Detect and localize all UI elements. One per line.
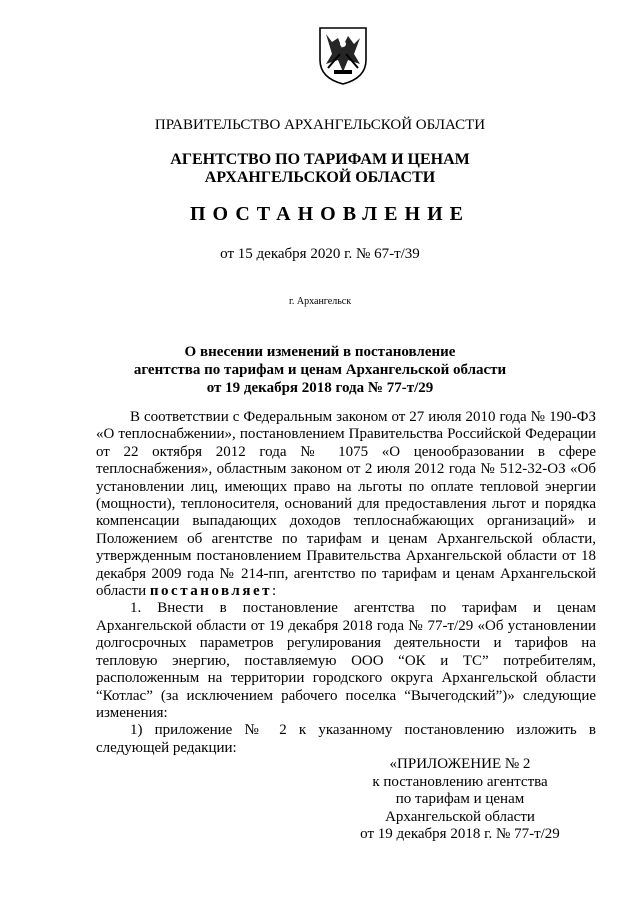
agency-name: [0, 151, 640, 187]
appendix-line3: по тарифам и ценам: [395, 791, 525, 808]
agency-name-line1: АГЕНТСТВО ПО ТАРИФАМ И ЦЕНАМ: [170, 151, 470, 168]
document-subject: [0, 343, 640, 397]
coat-of-arms-icon: [314, 24, 372, 86]
city: г. Архангельск: [288, 296, 352, 307]
resolves-word: постановляет: [149, 583, 272, 600]
subject-line3: от 19 декабря 2018 года № 77-т/29: [206, 380, 434, 396]
document-body: [96, 409, 596, 757]
government-name: ПРАВИТЕЛЬСТВО АРХАНГЕЛЬСКОЙ ОБЛАСТИ: [154, 117, 486, 133]
date-number: от 15 декабря 2020 г. № 67-т/39: [220, 246, 420, 262]
agency-name-line2: АРХАНГЕЛЬСКОЙ ОБЛАСТИ: [204, 169, 436, 186]
preamble-paragraph: [96, 409, 596, 600]
subject-line2: агентства по тарифам и ценам Архангельской области: [133, 362, 507, 378]
preamble-end: :: [272, 583, 277, 600]
appendix-line4: Архангельской области: [385, 808, 535, 825]
item-1-paragraph: 1. Внести в постановление агентства по тарифам и ценам Архангельской области от 19 декабря 2018 года № 77-т/29 «Об установлении долгосрочных параметров регулирования деятельности и тарифов на тепловую энергию, поставляемую ООО “ОК и ТС” потребителям, расположенным на территории городского округа Архангельской области “Котлас” (за исключением рабочего поселка “Вычегодский”)» следующие изменения:: [96, 600, 596, 721]
preamble-text: В соответствии с Федеральным законом от 27 июля 2010 года № 190-ФЗ «О теплоснабжении», постановлением Правительства Российской Федерации от 22 октября 2012 года № 1075 «О ценообразовании в сфере теплоснабжения», областным законом от 2 июля 2012 года № 512-32-ОЗ «Об установлении лиц, имеющих право на льготы по оплате тепловой энергии (мощности), теплоносителя, оснований для предоставления льгот и порядка компенсации выпадающих доходов теплоснабжающих организаций» и Положением об агентстве по тарифам и ценам Архангельской области, утвержденным постановлением Правительства Архангельской области от 18 декабря 2009 года № 214-пп, агентство по тарифам и ценам Архангельской области: [96, 409, 596, 600]
appendix-line2: к постановлению агентства: [372, 773, 548, 790]
subject-line1: О внесении изменений в постановление: [184, 344, 456, 360]
appendix-header: [340, 756, 580, 844]
appendix-line1: «ПРИЛОЖЕНИЕ № 2: [389, 756, 531, 772]
document-type: ПОСТАНОВЛЕНИЕ: [190, 203, 470, 225]
subitem-1-paragraph: 1) приложение № 2 к указанному постановлению изложить в следующей редакции:: [96, 722, 596, 756]
appendix-line5: от 19 декабря 2018 г. № 77-т/29: [360, 826, 560, 843]
